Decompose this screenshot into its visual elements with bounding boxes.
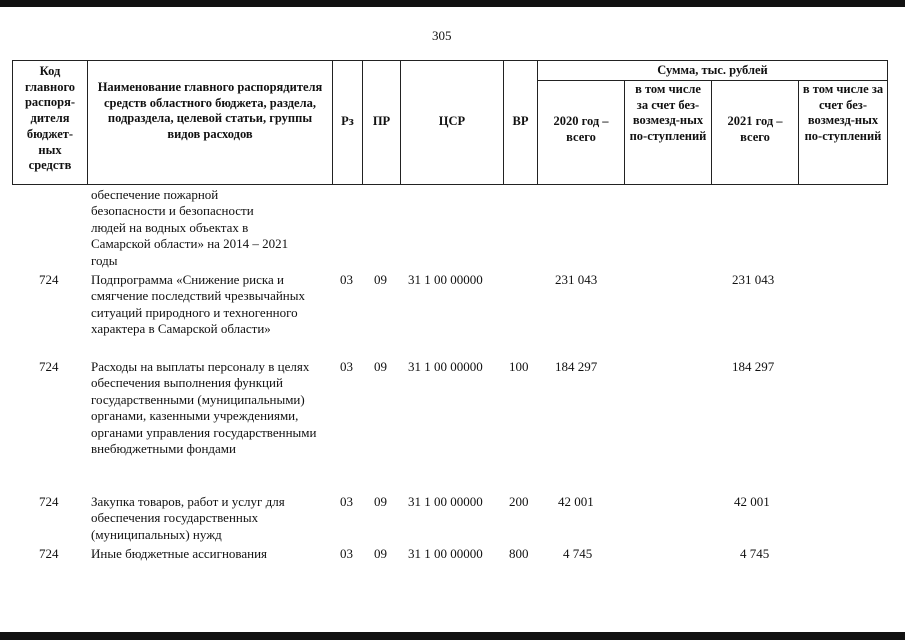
continuation-text: обеспечение пожарной безопасности и безопасности людей на водных объектах в Самарской области» на 2014 – 2021 годы — [91, 187, 289, 268]
cell-rz: 03 — [340, 494, 353, 509]
header-2020-free: в том числе за счет без-возмезд-ных по-ступлений — [629, 82, 707, 144]
cell-csr: 31 1 00 00000 — [408, 359, 483, 374]
cell-csr: 31 1 00 00000 — [408, 272, 483, 287]
cell-vr: 200 — [509, 494, 529, 509]
header-rz: Рз — [341, 114, 354, 128]
cell-2021: 231 043 — [732, 272, 775, 287]
cell-vr: 800 — [509, 546, 529, 561]
header-code: Код главного распоря-дителя бюджет-ных средств — [24, 64, 76, 173]
header-pr: ПР — [372, 114, 391, 128]
cell-2020: 42 001 — [558, 494, 594, 509]
cell-csr: 31 1 00 00000 — [408, 494, 483, 509]
col-border-0 — [12, 60, 13, 184]
cell-name: Расходы на выплаты персоналу в целях обеспечения выполнения функций государственными (муниципальными) органами, казенными учреждениями, органами управления государственными внебюджетными фондами — [91, 359, 317, 457]
header-2021-free: в том числе за счет без-возмезд-ных по-ступлений — [802, 82, 884, 144]
cell-rz: 03 — [340, 359, 353, 374]
header-sum: Сумма, тыс. рублей — [657, 63, 768, 77]
cell-name: Подпрограмма «Снижение риска и смягчение последствий чрезвычайных ситуаций природного и техногенного характера в Самарской области» — [91, 272, 305, 337]
cell-code: 724 — [39, 546, 59, 561]
cell-vr: 100 — [509, 359, 529, 374]
cell-code: 724 — [39, 494, 59, 509]
cell-pr: 09 — [374, 272, 387, 287]
col-border-9 — [798, 80, 799, 184]
cell-rz: 03 — [340, 272, 353, 287]
col-border-1 — [87, 60, 88, 184]
col-border-10 — [887, 60, 888, 184]
header-bottom-border — [12, 184, 888, 185]
header-2020-total: 2020 год – всего — [553, 114, 609, 144]
cell-2020: 184 297 — [555, 359, 598, 374]
bottom-rule — [0, 632, 905, 640]
cell-code: 724 — [39, 359, 59, 374]
cell-2020: 4 745 — [563, 546, 593, 561]
cell-name: Закупка товаров, работ и услуг для обеспечения государственных (муниципальных) нужд — [91, 494, 285, 542]
cell-2021: 42 001 — [734, 494, 770, 509]
cell-name: Иные бюджетные ассигнования — [91, 546, 268, 561]
col-border-8 — [711, 80, 712, 184]
cell-pr: 09 — [374, 359, 387, 374]
top-rule — [0, 0, 905, 7]
cell-2020: 231 043 — [555, 272, 598, 287]
header-name: Наименование главного распорядителя средств областного бюджета, раздела, подраздела, целевой статьи, группы видов расходов — [97, 80, 323, 142]
cell-code: 724 — [39, 272, 59, 287]
cell-pr: 09 — [374, 546, 387, 561]
page-number: 305 — [432, 28, 452, 43]
cell-rz: 03 — [340, 546, 353, 561]
header-top-border — [12, 60, 888, 61]
cell-2021: 4 745 — [740, 546, 770, 561]
cell-pr: 09 — [374, 494, 387, 509]
cell-csr: 31 1 00 00000 — [408, 546, 483, 561]
header-vr: ВР — [512, 114, 529, 128]
header-2021-total: 2021 год – всего — [727, 114, 783, 144]
cell-2021: 184 297 — [732, 359, 775, 374]
header-csr: ЦСР — [438, 114, 466, 128]
sum-subheader-line — [537, 80, 888, 81]
col-border-7 — [624, 80, 625, 184]
